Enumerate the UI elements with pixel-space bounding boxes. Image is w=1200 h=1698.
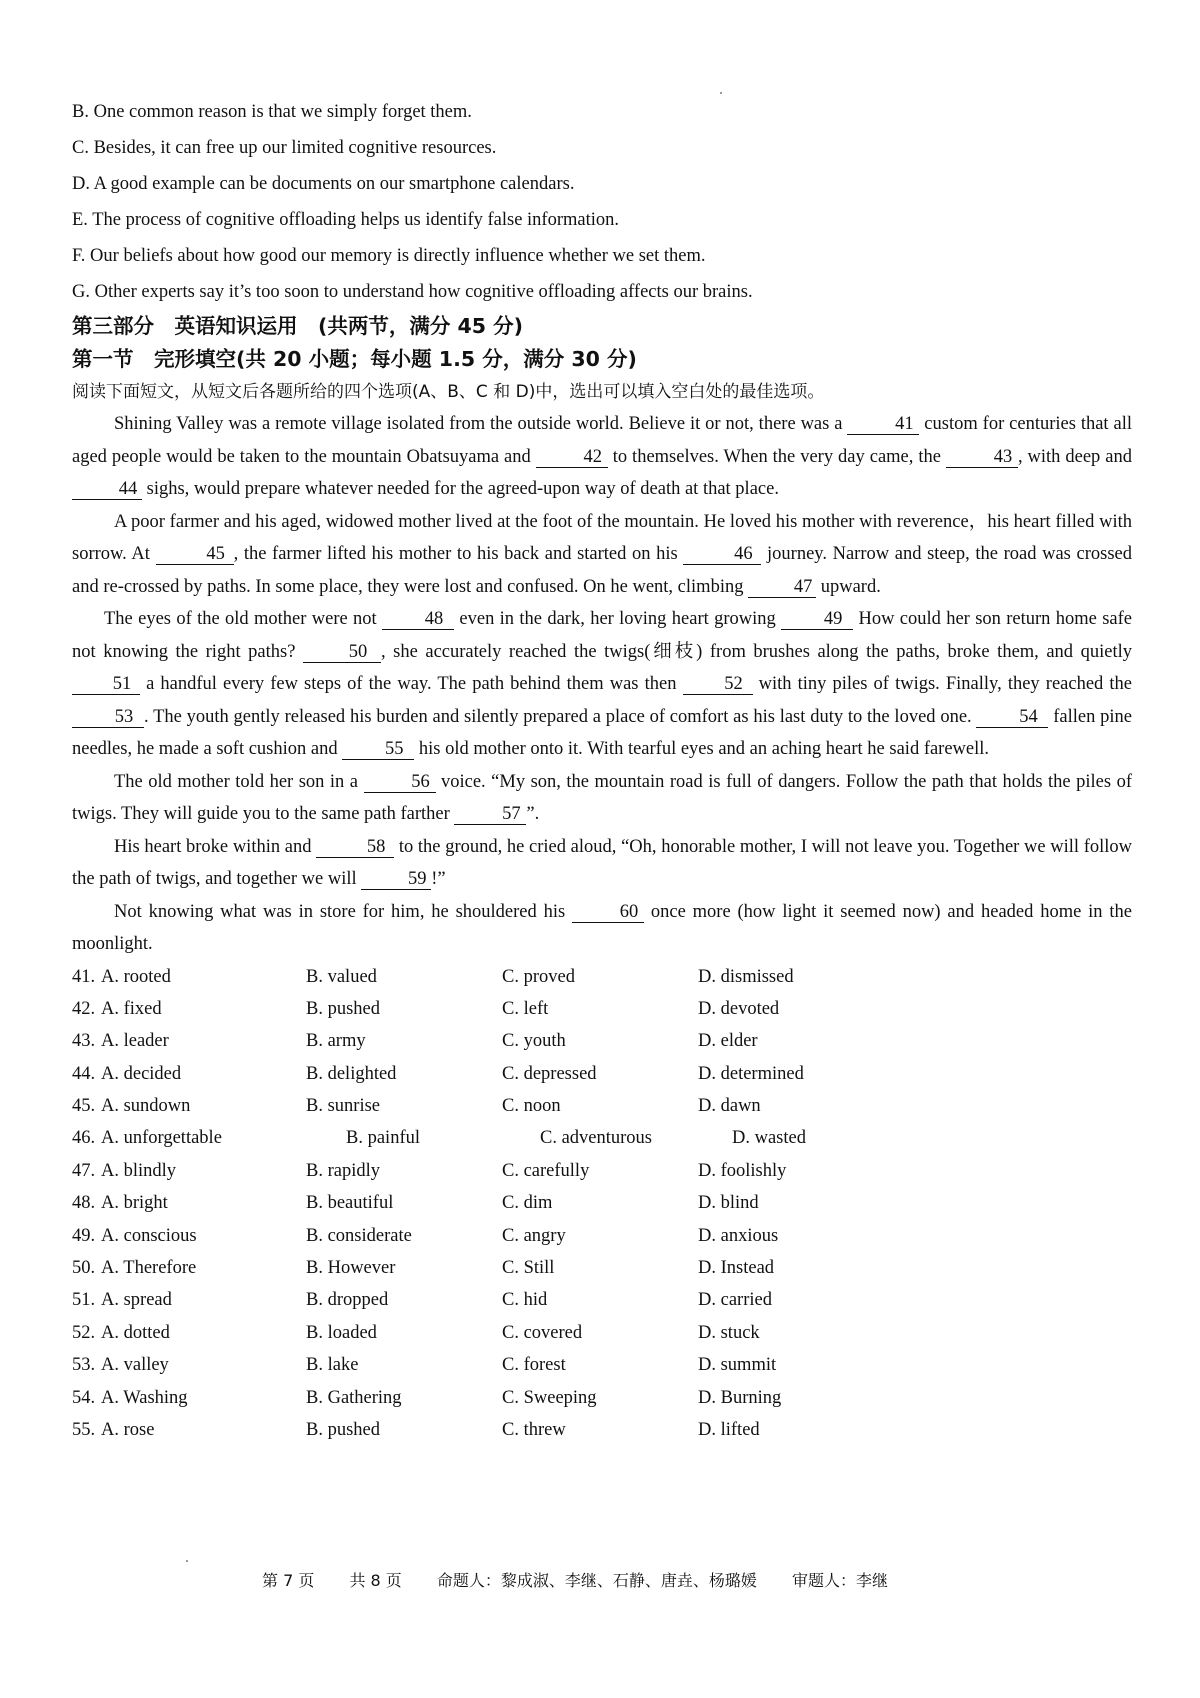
passage-text: his old mother onto it. With tearful eyes and an aching heart he said farewell.	[414, 739, 990, 759]
option-a: A. bright	[101, 1193, 168, 1214]
blank-46: 46	[683, 544, 761, 565]
passage-text: to themselves. When the very day came, the	[607, 446, 946, 467]
question-row	[72, 1187, 1132, 1219]
passage-text: , she accurately reached the twigs(细枝) from brushes along the paths, broke them, and quietly	[380, 641, 1132, 662]
option-c: C. Still	[502, 1258, 555, 1279]
question-row	[72, 1382, 1132, 1414]
passage-text: !”	[431, 869, 446, 889]
option-b: B. army	[306, 1031, 366, 1052]
scan-speck	[720, 92, 722, 94]
question-row	[72, 1025, 1132, 1057]
option-d: D. dawn	[698, 1096, 761, 1117]
option-c: C. left	[502, 998, 549, 1019]
option-c: C. hid	[502, 1290, 548, 1311]
option-c: C. adventurous	[540, 1128, 653, 1149]
blank-44: 44	[72, 479, 142, 500]
blank-58: 58	[316, 837, 394, 858]
option-d: D. summit	[698, 1355, 777, 1376]
blank-48: 48	[382, 609, 454, 630]
question-number: 45.	[72, 1096, 96, 1117]
passage-text: Not knowing what was in store for him, he shouldered his	[114, 901, 573, 922]
option-a: A. sundown	[101, 1096, 191, 1117]
blank-47: 47	[748, 577, 816, 598]
question-number: 51.	[72, 1290, 96, 1311]
option-b: B. rapidly	[306, 1160, 380, 1181]
passage-text: A poor farmer and his aged, widowed mother lived at the foot of the mountain. He loved his mother with reverence，his heart filled with sorrow. At	[72, 511, 1132, 564]
question-number: 55.	[72, 1419, 96, 1440]
blank-49: 49	[781, 609, 853, 630]
blank-56: 56	[364, 772, 436, 793]
authors: 命题人：黎成淑、李继、石静、唐垚、杨璐媛	[436, 1571, 757, 1590]
option-c: C. carefully	[502, 1160, 590, 1181]
option-line: B. One common reason is that we simply forget them.	[72, 102, 472, 122]
blank-54: 54	[976, 707, 1048, 728]
option-c: C. threw	[502, 1419, 566, 1440]
passage-text: fallen pine needles, he made a soft cushion and	[72, 706, 1132, 759]
option-d: D. carried	[698, 1290, 772, 1311]
passage-text: custom for centuries that all aged people would be taken to the mountain Obatsuyama and	[72, 414, 1132, 467]
question-number: 44.	[72, 1063, 96, 1084]
option-b: B. beautiful	[306, 1193, 394, 1214]
page-number: 第 7 页	[262, 1571, 315, 1590]
question-options	[72, 961, 1132, 1447]
passage-text: , the farmer lifted his mother to his back and started on his	[233, 544, 684, 564]
passage-paragraph	[72, 831, 1132, 896]
option-a: A. rose	[101, 1419, 155, 1440]
option-a: A. unforgettable	[101, 1128, 222, 1149]
question-row	[72, 1252, 1132, 1284]
option-c: C. Sweeping	[502, 1387, 597, 1408]
option-b: B. valued	[306, 966, 377, 987]
blank-55: 55	[342, 739, 414, 760]
scan-speck	[186, 1560, 188, 1562]
exam-page	[72, 94, 1132, 1446]
question-row	[72, 1058, 1132, 1090]
option-c: C. youth	[502, 1031, 566, 1052]
blank-43: 43	[946, 447, 1018, 468]
option-b: B. However	[306, 1258, 396, 1279]
passage-text: journey. Narrow and steep, the road was crossed and re-crossed by paths. In some place, they were lost and confused. On he went, climbing	[72, 544, 1132, 597]
option-d: D. wasted	[732, 1128, 806, 1149]
option-b: B. sunrise	[306, 1096, 380, 1117]
option-line: G. Other experts say it’s too soon to understand how cognitive offloading affects our brains.	[72, 282, 753, 302]
passage-paragraph	[72, 766, 1132, 831]
reviewer: 审题人：李继	[792, 1571, 889, 1590]
option-c: C. angry	[502, 1225, 566, 1246]
passage-paragraph	[72, 603, 1132, 766]
question-number: 42.	[72, 998, 96, 1019]
option-a: A. blindly	[101, 1160, 177, 1181]
option-b: B. lake	[306, 1355, 359, 1376]
passage-text: The old mother told her son in a	[114, 771, 364, 792]
question-number: 47.	[72, 1160, 96, 1181]
passage-text: ”.	[526, 804, 540, 824]
blank-51: 51	[72, 674, 140, 695]
option-c: C. dim	[502, 1193, 553, 1214]
question-row	[72, 1349, 1132, 1381]
section-heading: 第一节 完形填空(共 20 小题；每小题 1.5 分，满分 30 分)	[72, 347, 637, 371]
option-d: D. anxious	[698, 1225, 779, 1246]
option-d: D. devoted	[698, 998, 780, 1019]
blank-60: 60	[572, 902, 644, 923]
question-row	[72, 1155, 1132, 1187]
passage-text: The eyes of the old mother were not	[104, 609, 383, 629]
question-row	[72, 1414, 1132, 1446]
option-c: C. proved	[502, 966, 575, 987]
option-line: C. Besides, it can free up our limited cognitive resources.	[72, 138, 497, 158]
option-d: D. Instead	[698, 1258, 775, 1279]
option-a: A. Therefore	[101, 1258, 197, 1279]
passage-text: His heart broke within and	[114, 836, 317, 857]
question-number: 50.	[72, 1258, 96, 1279]
passage-text: once more (how light it seemed now) and headed home in the moonlight.	[72, 901, 1132, 954]
option-b: B. Gathering	[306, 1387, 402, 1408]
page-footer	[262, 1568, 918, 1591]
question-number: 41.	[72, 966, 96, 987]
passage-paragraph	[72, 506, 1132, 604]
question-number: 52.	[72, 1322, 96, 1343]
question-number: 48.	[72, 1193, 96, 1214]
option-c: C. forest	[502, 1355, 566, 1376]
option-a: A. conscious	[101, 1225, 197, 1246]
question-row	[72, 1284, 1132, 1316]
option-b: B. considerate	[306, 1225, 412, 1246]
question-number: 43.	[72, 1031, 96, 1052]
instruction: 阅读下面短文，从短文后各题所给的四个选项(A、B、C 和 D)中，选出可以填入空白处的最佳选项。	[72, 382, 825, 402]
blank-41: 41	[847, 414, 919, 435]
option-d: D. blind	[698, 1193, 759, 1214]
option-a: A. rooted	[101, 966, 171, 987]
option-a: A. dotted	[101, 1322, 170, 1343]
passage-text: Shining Valley was a remote village isolated from the outside world. Believe it or not, there was a	[114, 414, 848, 434]
passage-text: sighs, would prepare whatever needed for the agreed-upon way of death at that place.	[142, 479, 779, 499]
cloze-passage	[72, 408, 1132, 961]
option-c: C. depressed	[502, 1063, 597, 1084]
passage-paragraph	[72, 896, 1132, 961]
passage-text: , with deep and	[1017, 446, 1132, 467]
passage-text: even in the dark, her loving heart growing	[454, 609, 782, 629]
option-a: A. valley	[101, 1355, 169, 1376]
option-c: C. noon	[502, 1096, 561, 1117]
passage-text: a handful every few steps of the way. The path behind them was then	[140, 674, 683, 694]
question-row	[72, 1122, 1132, 1154]
passage-text: upward.	[816, 576, 881, 597]
option-a: A. spread	[101, 1290, 172, 1311]
option-b: B. loaded	[306, 1322, 377, 1343]
passage-text: to the ground, he cried aloud, “Oh, honorable mother, I will not leave you. Together we will follow the path of twigs, and together we will	[72, 836, 1132, 889]
option-d: D. stuck	[698, 1322, 760, 1343]
passage-text: . The youth gently released his burden and silently prepared a place of comfort as his last duty to the loved one.	[144, 706, 977, 727]
passage-paragraph	[72, 408, 1132, 506]
option-a: A. fixed	[101, 998, 162, 1019]
option-b: B. painful	[346, 1128, 420, 1149]
question-row	[72, 1317, 1132, 1349]
part-heading: 第三部分 英语知识运用 (共两节，满分 45 分)	[72, 314, 524, 338]
page-total: 共 8 页	[349, 1571, 402, 1590]
question-row	[72, 993, 1132, 1025]
question-number: 54.	[72, 1387, 96, 1408]
question-row	[72, 1220, 1132, 1252]
option-d: D. lifted	[698, 1419, 760, 1440]
blank-59: 59	[361, 869, 431, 890]
option-line: F. Our beliefs about how good our memory is directly influence whether we set them.	[72, 246, 706, 266]
passage-text: voice. “My son, the mountain road is full of dangers. Follow the path that holds the piles of twigs. They will guide you to the same path farther	[72, 771, 1132, 824]
blank-52: 52	[683, 674, 753, 695]
option-d: D. elder	[698, 1031, 758, 1052]
option-d: D. Burning	[698, 1387, 782, 1408]
blank-50: 50	[303, 642, 381, 663]
question-row	[72, 961, 1132, 993]
option-d: D. foolishly	[698, 1160, 787, 1181]
blank-53: 53	[72, 707, 144, 728]
passage-text: How could her son return home safe not knowing the right paths?	[72, 609, 1132, 662]
passage-text: with tiny piles of twigs. Finally, they reached the	[752, 674, 1132, 694]
blank-45: 45	[156, 544, 234, 565]
question-number: 46.	[72, 1128, 96, 1149]
option-b: B. pushed	[306, 1419, 380, 1440]
option-a: A. decided	[101, 1063, 182, 1084]
option-b: B. pushed	[306, 998, 380, 1019]
option-line: D. A good example can be documents on our smartphone calendars.	[72, 174, 575, 194]
question-row	[72, 1090, 1132, 1122]
question-number: 49.	[72, 1225, 96, 1246]
option-a: A. leader	[101, 1031, 169, 1052]
previous-options-list	[72, 94, 1132, 310]
blank-42: 42	[536, 447, 608, 468]
blank-57: 57	[454, 804, 526, 825]
option-a: A. Washing	[101, 1387, 188, 1408]
option-line: E. The process of cognitive offloading helps us identify false information.	[72, 210, 619, 230]
option-b: B. dropped	[306, 1290, 389, 1311]
option-c: C. covered	[502, 1322, 583, 1343]
question-number: 53.	[72, 1355, 96, 1376]
option-b: B. delighted	[306, 1063, 397, 1084]
option-d: D. dismissed	[698, 966, 794, 987]
option-d: D. determined	[698, 1063, 804, 1084]
